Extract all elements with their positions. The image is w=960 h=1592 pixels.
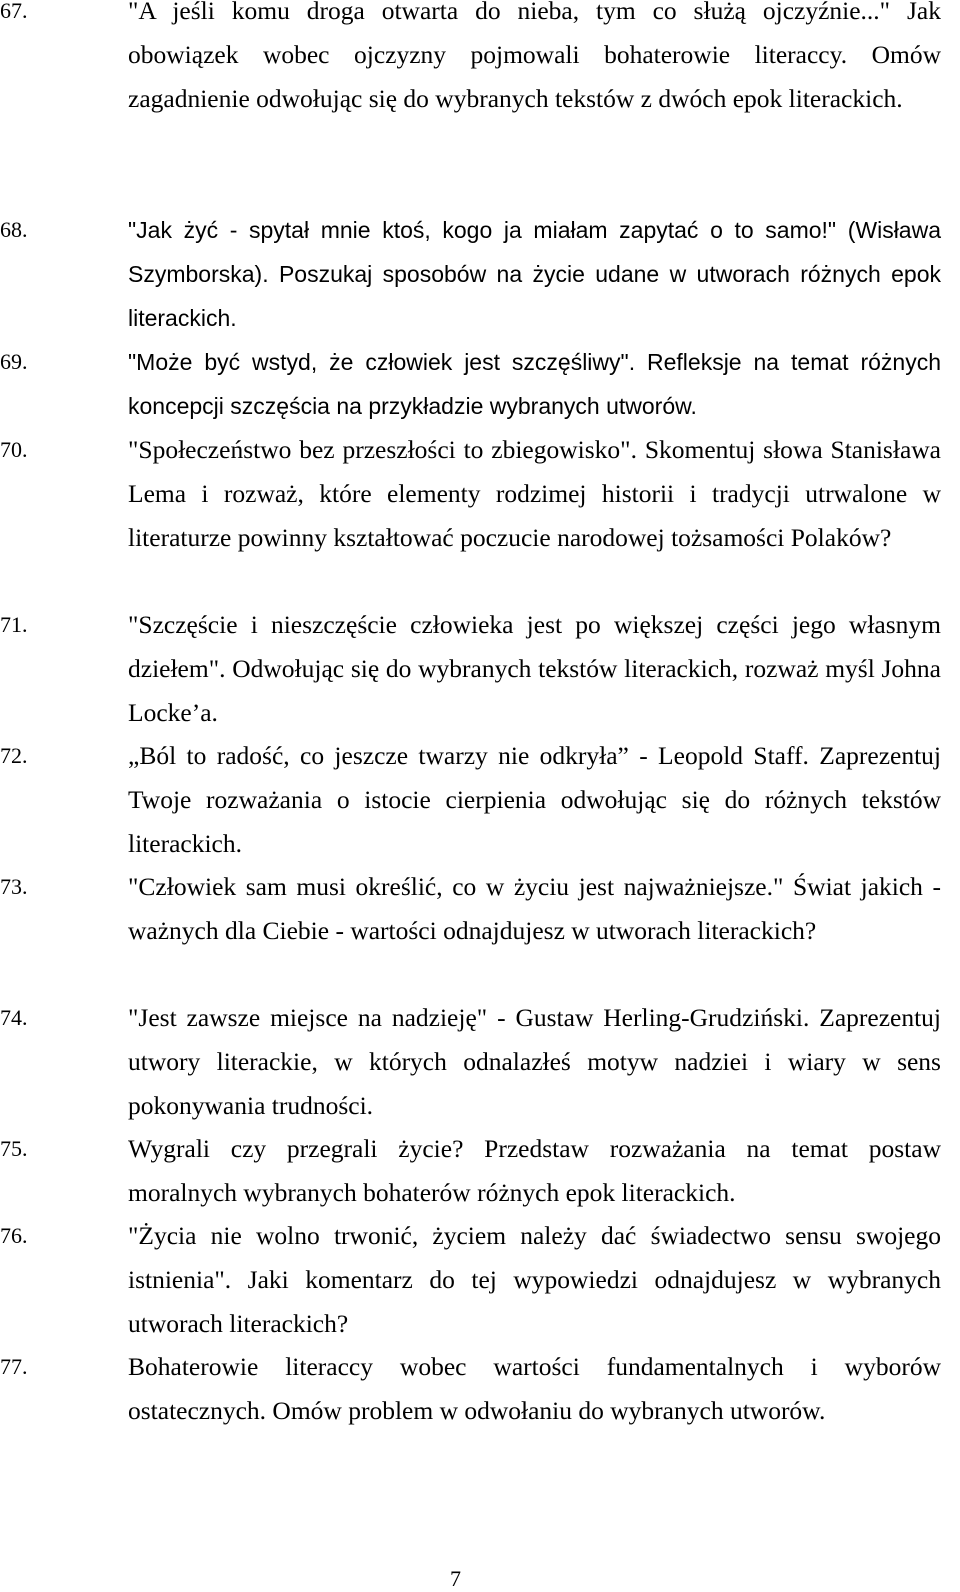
topic-item <box>0 340 960 428</box>
topic-item <box>0 865 960 953</box>
topic-item <box>0 603 960 735</box>
topic-item <box>0 1345 960 1433</box>
topic-text: "A jeśli komu droga otwarta do nieba, tym co służą ojczyźnie..." Jak obowiązek wobec ojczyzny pojmowali bohaterowie literaccy. Omów zagadnienie odwołując się do wybranych tekstów z dwóch epok literackich. <box>128 0 941 113</box>
topic-item <box>0 0 960 121</box>
topic-number: 67. <box>0 0 28 23</box>
topic-text: "Szczęście i nieszczęście człowieka jest po większej części jego własnym dziełem". Odwołując się do wybranych tekstów literackich, rozważ myśl Johna Locke’a. <box>128 610 941 727</box>
topic-number: 69. <box>0 349 28 374</box>
topic-text: "Życia nie wolno trwonić, życiem należy dać świadectwo sensu swojego istnienia". Jaki komentarz do tej wypowiedzi odnajdujesz w wybranych utworach literackich? <box>128 1221 941 1338</box>
topic-text: "Społeczeństwo bez przeszłości to zbiegowisko". Skomentuj słowa Stanisława Lema i rozważ, które elementy rodzimej historii i tradycji utrwalone w literaturze powinny kształtować poczucie narodowej tożsamości Polaków? <box>128 435 941 552</box>
topic-number: 70. <box>0 437 28 462</box>
topic-text: "Może być wstyd, że człowiek jest szczęśliwy". Refleksje na temat różnych koncepcji szczęścia na przykładzie wybranych utworów. <box>128 349 941 419</box>
topic-number: 71. <box>0 612 28 637</box>
topic-text: „Ból to radość, co jeszcze twarzy nie odkryła” - Leopold Staff. Zaprezentuj Twoje rozważania o istocie cierpienia odwołując się do różnych tekstów literackich. <box>128 741 941 858</box>
topic-item <box>0 734 960 866</box>
topic-text: Wygrali czy przegrali życie? Przedstaw rozważania na temat postaw moralnych wybranych bohaterów różnych epok literackich. <box>128 1134 941 1207</box>
topic-text: "Jak żyć - spytał mnie ktoś, kogo ja miałam zapytać o to samo!" (Wisława Szymborska). Poszukaj sposobów na życie udane w utworach różnych epok literackich. <box>128 217 941 331</box>
topic-number: 68. <box>0 217 28 242</box>
topic-number: 77. <box>0 1354 28 1379</box>
topic-text: Bohaterowie literaccy wobec wartości fundamentalnych i wyborów ostatecznych. Omów problem w odwołaniu do wybranych utworów. <box>128 1352 941 1425</box>
topic-item <box>0 208 960 340</box>
page-number: 7 <box>450 1566 461 1591</box>
topic-item <box>0 428 960 560</box>
topic-item <box>0 1214 960 1346</box>
topic-number: 76. <box>0 1223 28 1248</box>
topic-item <box>0 1127 960 1215</box>
topic-text: "Człowiek sam musi określić, co w życiu jest najważniejsze." Świat jakich - ważnych dla Ciebie - wartości odnajdujesz w utworach literackich? <box>128 872 941 945</box>
topic-text: "Jest zawsze miejsce na nadzieję" - Gustaw Herling-Grudziński. Zaprezentuj utwory literackie, w których odnalazłeś motyw nadziei i wiary w sens pokonywania trudności. <box>128 1003 941 1120</box>
topic-number: 73. <box>0 874 28 899</box>
topic-item <box>0 996 960 1128</box>
topic-number: 75. <box>0 1136 28 1161</box>
topic-number: 74. <box>0 1005 28 1030</box>
topic-number: 72. <box>0 743 28 768</box>
